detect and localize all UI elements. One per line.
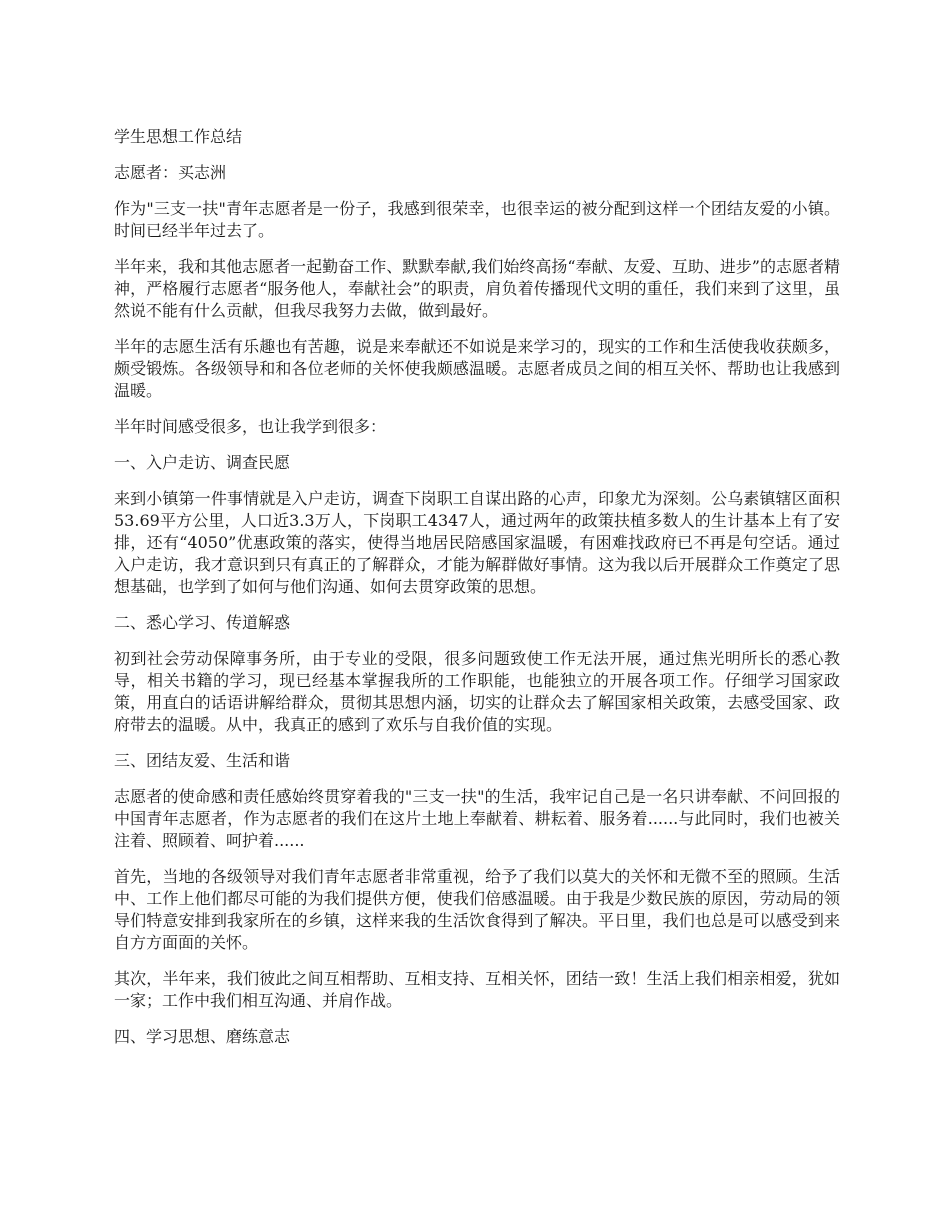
intro-paragraph-2: 半年来，我和其他志愿者一起勤奋工作、默默奉献,我们始终高扬“奉献、友爱、互助、进步”的志愿者精神，严格履行志愿者“服务他人，奉献社会”的职责，肩负着传播现代文明的重任，我们来到了这里，虽然说不能有什么贡献，但我尽我努力去做，做到最好。	[114, 257, 840, 320]
section-3-paragraph-1: 志愿者的使命感和责任感始终贯穿着我的"三支一扶"的生活，我牢记自己是一名只讲奉献、不问回报的中国青年志愿者，作为志愿者的我们在这片土地上奉献着、耕耘着、服务着......与此同时，我们也被关注着、照顾着、呵护着......	[114, 787, 840, 850]
author-line: 志愿者：买志洲	[114, 163, 227, 182]
intro-paragraph-3: 半年的志愿生活有乐趣也有苦趣，说是来奉献还不如说是来学习的，现实的工作和生活使我收获颇多，颇受锻炼。各级领导和和各位老师的关怀使我颇感温暖。志愿者成员之间的相互关怀、帮助也让我感到温暖。	[114, 337, 840, 400]
section-3-paragraph-2: 首先，当地的各级领导对我们青年志愿者非常重视，给予了我们以莫大的关怀和无微不至的照顾。生活中、工作上他们都尽可能的为我们提供方便，使我们倍感温暖。由于我是少数民族的原因，劳动局的领导们特意安排到我家所在的乡镇，这样来我的生活饮食得到了解决。平日里，我们也总是可以感受到来自方方面面的关怀。	[114, 867, 840, 952]
document-page	[114, 126, 840, 1062]
document-title: 学生思想工作总结	[114, 127, 243, 146]
section-1-paragraph: 来到小镇第一件事情就是入户走访，调查下岗职工自谋出路的心声，印象尤为深刻。公乌素镇辖区面积53.69平方公里，人口近3.3万人，下岗职工4347人，通过两年的政策扶植多数人的生计基本上有了安排，还有“4050”优惠政策的落实，使得当地居民陪感国家温暖，有困难找政府已不再是句空话。通过入户走访，我才意识到只有真正的了解群众，才能为解群做好事情。这为我以后开展群众工作奠定了思想基础，也学到了如何与他们沟通、如何去贯穿政策的思想。	[114, 489, 840, 596]
section-1-heading: 一、入户走访、调查民愿	[114, 453, 291, 472]
section-3-paragraph-3: 其次，半年来，我们彼此之间互相帮助、互相支持、互相关怀，团结一致！生活上我们相亲相爱，犹如一家；工作中我们相互沟通、并肩作战。	[114, 969, 840, 1010]
section-2-heading: 二、悉心学习、传道解惑	[114, 613, 291, 632]
intro-paragraph-1: 作为"三支一扶"青年志愿者是一份子，我感到很荣幸，也很幸运的被分配到这样一个团结友爱的小镇。时间已经半年过去了。	[114, 199, 840, 240]
section-3-heading: 三、团结友爱、生活和谐	[114, 751, 291, 770]
section-2-paragraph: 初到社会劳动保障事务所，由于专业的受限，很多问题致使工作无法开展，通过焦光明所长的悉心教导，相关书籍的学习，现已经基本掌握我所的工作职能，也能独立的开展各项工作。仔细学习国家政策，用直白的话语讲解给群众，贯彻其思想内涵，切实的让群众去了解国家相关政策，去感受国家、政府带去的温暖。从中，我真正的感到了欢乐与自我价值的实现。	[114, 649, 840, 734]
intro-paragraph-4: 半年时间感受很多，也让我学到很多：	[114, 417, 387, 436]
section-4-heading: 四、学习思想、磨练意志	[114, 1027, 291, 1046]
